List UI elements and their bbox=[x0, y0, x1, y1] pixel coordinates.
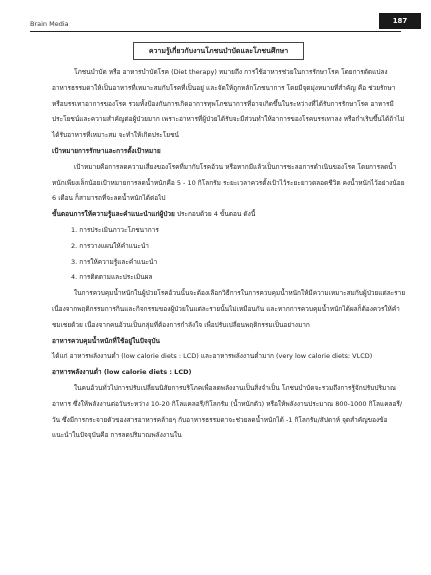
intro-paragraph: โภชนบำบัด หรือ อาหารบำบัดโรค (Diet therapy) หมายถึง การใช้อาหารช่วยในการรักษาโรค โดยการดัดแปลงอาหารธรรมดาให้เป็นอาหารที่เหมาะสมกับโรคที่เป็นอยู่ และจัดให้ถูกหลักโภชนาการ โดยมีจุดมุ่งหมายที่สำคัญ คือ ช่วยรักษาหรือบรรเทาอาการของโรค รวมทั้งป้องกันการเกิดอาการทุพโภชนาการที่อาจเกิดขึ้นในระหว่างที่ได้รับการรักษาโรค อาหารมีประโยชน์และความสำคัญต่อผู้ป่วยมาก เพราะอาหารที่ผู้ป่วยได้รับจะมีส่วนทำให้อาการของโรคบรรเทาลง หรือกำเริบขึ้นได้ถ้าไม่ได้รับอาหารที่เหมาะสม จะทำให้เกิดประโยชน์ bbox=[52, 68, 405, 140]
body-text bbox=[52, 65, 406, 444]
steps-heading: ขั้นตอนการให้ความรู้และคำแนะนำแก่ผู้ป่วย bbox=[52, 210, 175, 219]
diet-paragraph: ได้แก่ อาหารพลังงานต่ำ (low calorie diets : LCD) และอาหารพลังงานต่ำมาก (very low calorie diets: VLCD) bbox=[52, 352, 373, 361]
step-item: 2. การวางแผนให้คำแนะนำ bbox=[71, 241, 149, 250]
brand-label: Brain Media bbox=[30, 20, 69, 28]
steps-list bbox=[52, 223, 406, 286]
steps-heading-line bbox=[52, 207, 406, 223]
control-paragraph: ในการควบคุมน้ำหนักในผู้ป่วยโรคอ้วนนั้นจะต้องเลือกวิธีการในการควบคุมน้ำหนักให้มีความเหมาะสมกับผู้ป่วยแต่ละราย เนื่องจากพฤติกรรมการกินและกิจกรรมของผู้ป่วยในแต่ละรายนั้นไม่เหมือนกัน และหากการควบคุมน้ำหนักได้ผลก็ต้องควรให้คำชมเชยด้วย เนื่องจากคนอ้วนเป็นกลุ่มที่ต้องการกำลังใจ เพื่อปรับเปลี่ยนพฤติกรรมเป็นอย่างมาก bbox=[52, 289, 406, 329]
goal-heading: เป้าหมายการรักษาและการตั้งเป้าหมาย bbox=[52, 146, 161, 155]
step-item: 3. การให้ความรู้และคำแนะนำ bbox=[71, 257, 158, 266]
step-item: 4. การติดตามและประเมินผล bbox=[71, 273, 153, 282]
diet-heading: อาหารควบคุมน้ำหนักที่ใช้อยู่ในปัจจุบัน bbox=[52, 336, 161, 345]
lcd-heading: อาหารพลังงานต่ำ (low calorie diets : LCD) bbox=[52, 368, 192, 377]
goal-paragraph: เป้าหมายคือการลดความเสี่ยงของโรคที่มากับโรคอ้วน หรือหากมีแล้วเป็นการชะลอการดำเนินของโรค โดยการลดน้ำหนักเพียงเล็กน้อยเป้าหมายการลดน้ำหนักคือ 5 - 10 กิโลกรัม ระยะเวลาควรตั้งเป้าไว้ระยะยาวตลอดชีวิต คงน้ำหนักไว้อย่างน้อย 6 เดือน ก็สามารถที่จะลดน้ำหนักได้ต่อไป bbox=[52, 162, 405, 203]
lcd-paragraph: ในคนอ้วนทั่วไปการปรับเปลี่ยนนิสัยการบริโภคเพื่อลดพลังงานเป็นสิ่งจำเป็น โภชนบำบัดจะรวมถึงการรู้จักปรับปริมาณอาหาร ซึ่งให้พลังงานต่อวันระหว่าง 10-20 กิโลแคลอรี/กิโลกรัม (น้ำหนักตัว) หรือให้พลังงานประมาณ 800-1000 กิโลแคลอรี/วัน ซึ่งมีการกระจายตัวของสารอาหารคล้ายๆ กับอาหารธรรมดาจะช่วยลดน้ำหนักได้ -1 กิโลกรัม/สัปดาห์ จุดสำคัญของข้อแนะนำในปัจจุบันคือ การลดปริมาณพลังงานใน bbox=[52, 383, 403, 440]
section-title: ความรู้เกี่ยวกับงานโภชนบำบัดและโภชนศึกษา bbox=[133, 42, 304, 60]
steps-intro: ประกอบด้วย 4 ขั้นตอน ดังนี้ bbox=[174, 210, 256, 219]
step-item: 1. การประเมินภาวะโภชนาการ bbox=[71, 225, 159, 234]
header-divider bbox=[30, 31, 401, 32]
page-number-badge: 187 bbox=[379, 13, 421, 29]
page-header bbox=[0, 0, 431, 34]
